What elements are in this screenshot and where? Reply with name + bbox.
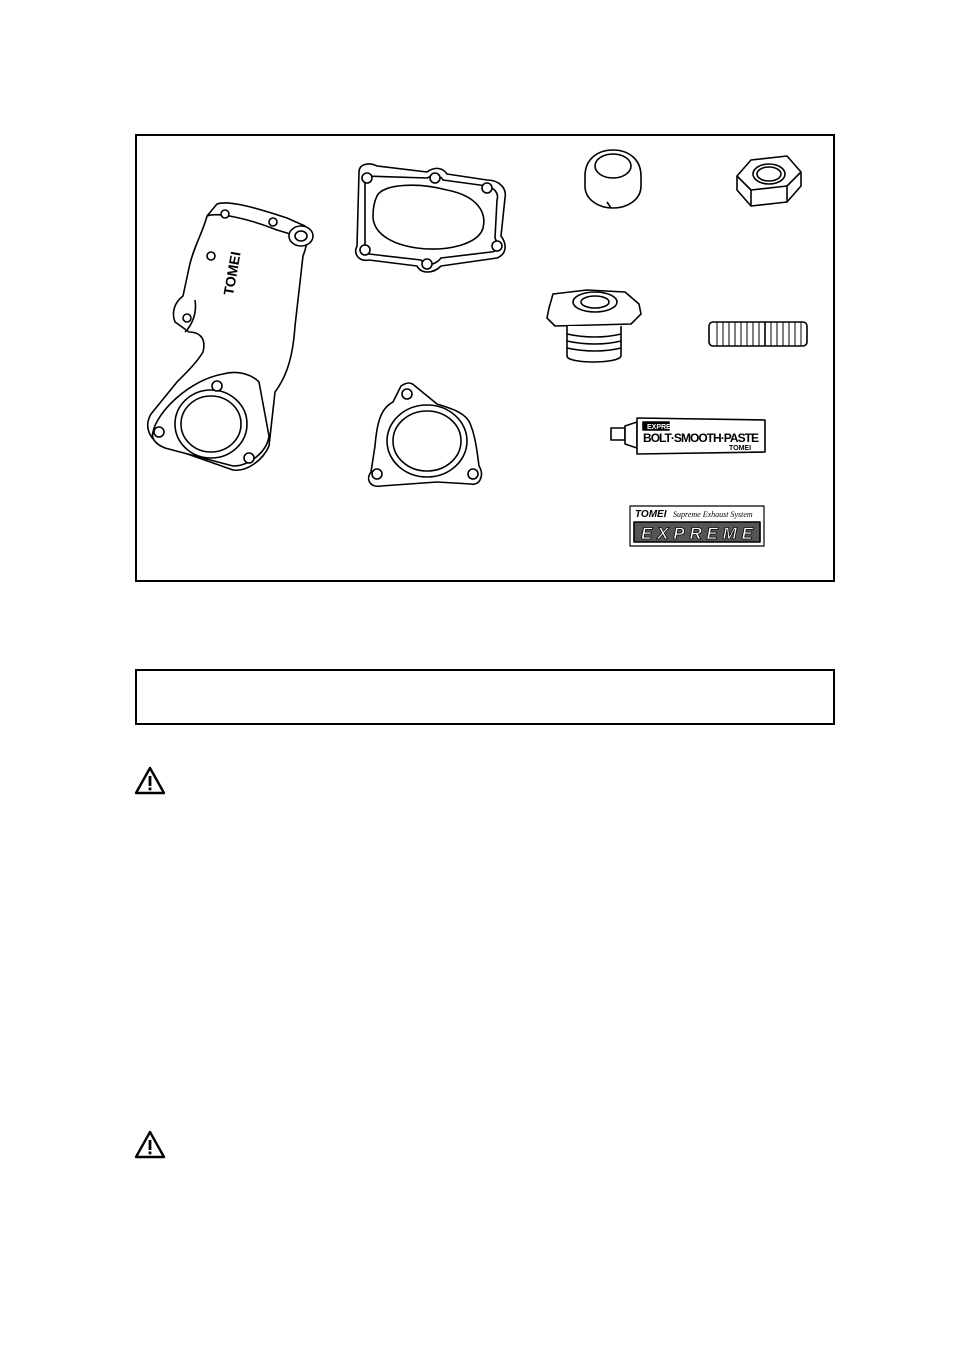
sticker-brand: TOMEI — [635, 509, 667, 520]
warning-triangle-icon — [134, 1130, 166, 1159]
turbo-flange-gasket — [356, 164, 506, 272]
outlet-flange-gasket — [369, 383, 482, 486]
turbo-elbow-pipe — [148, 203, 313, 470]
sticker-title: EXPREME — [641, 524, 753, 543]
parts-illustration-panel — [135, 134, 835, 582]
warning-triangle-icon — [134, 766, 166, 795]
threaded-stud — [709, 322, 807, 346]
paste-small-brand: EXPREME — [647, 424, 682, 431]
parts-illustration — [137, 136, 833, 580]
paste-title: BOLT·SMOOTH·PASTE — [643, 431, 759, 445]
notice-box — [135, 669, 835, 725]
hex-nut — [737, 156, 801, 206]
paste-brand: TOMEI — [729, 445, 752, 452]
split-collar-ring — [585, 150, 641, 208]
sticker-tagline: Supreme Exhaust System — [673, 510, 753, 519]
pipe-logo-text: TOMEI — [220, 250, 244, 297]
threaded-adapter-fitting — [547, 290, 641, 362]
